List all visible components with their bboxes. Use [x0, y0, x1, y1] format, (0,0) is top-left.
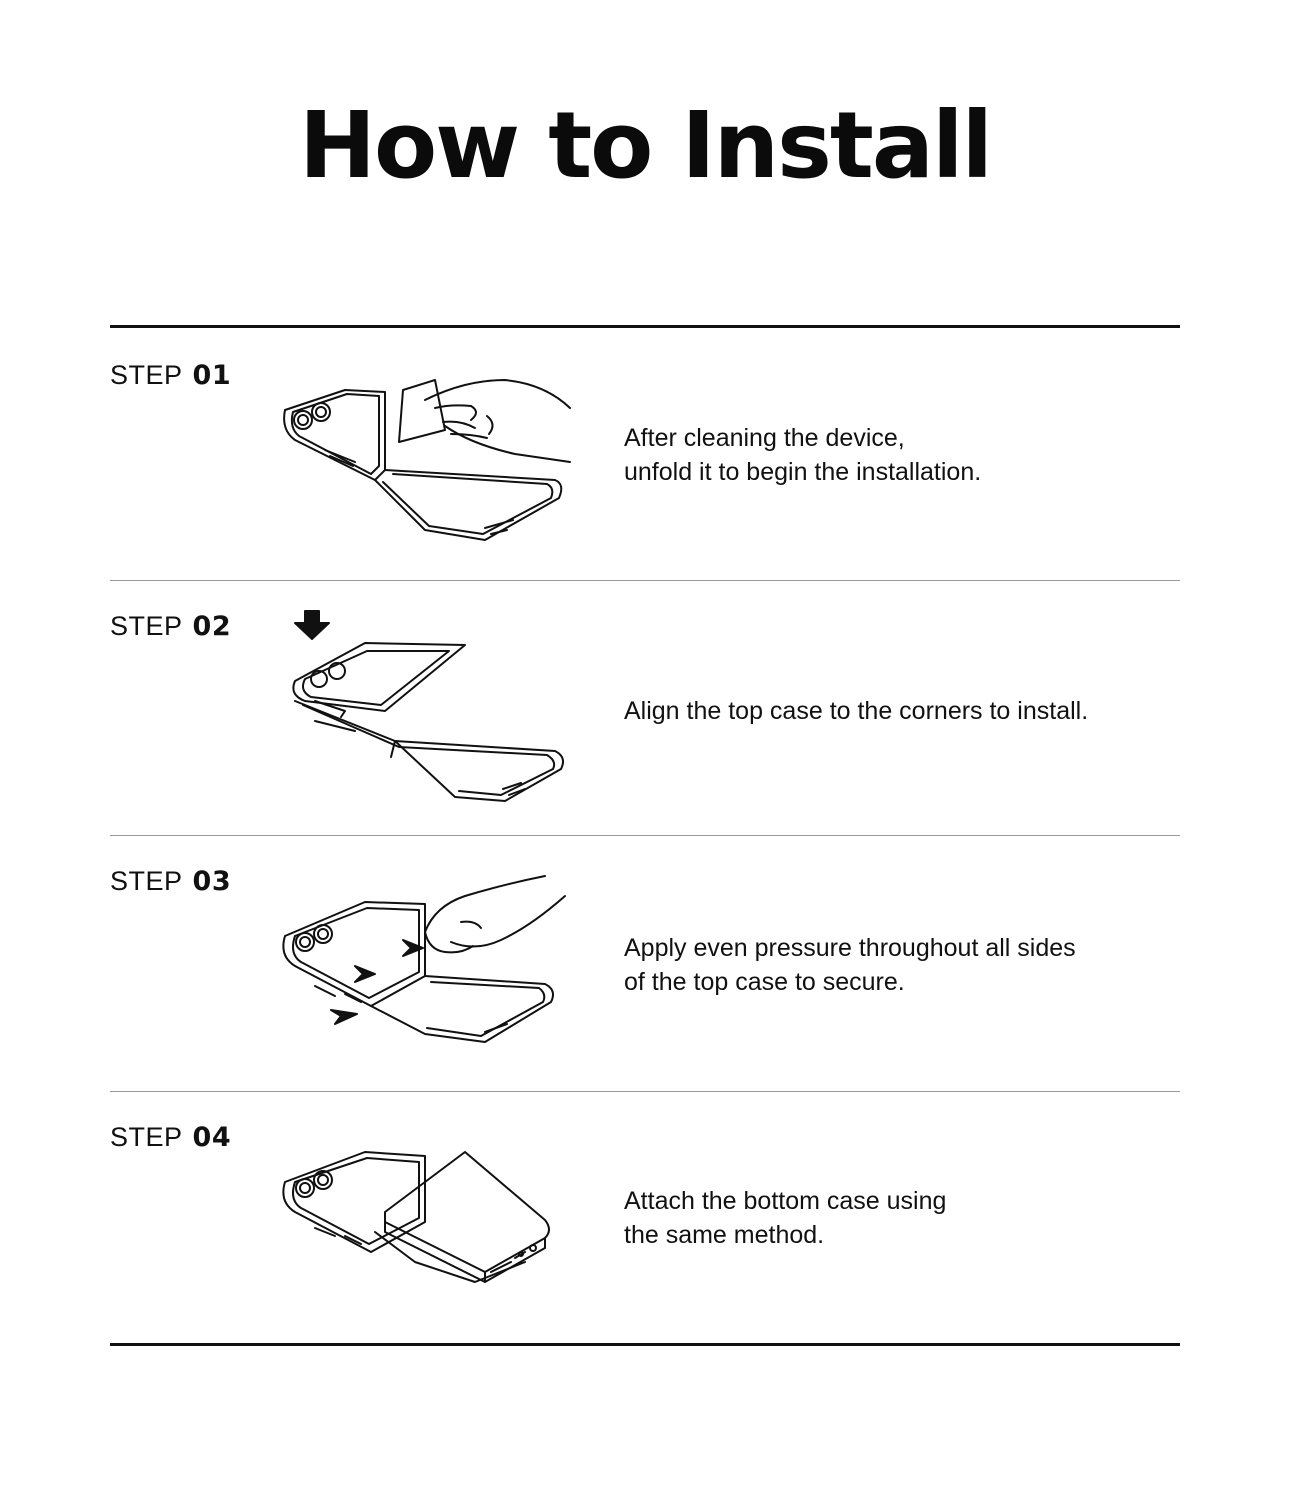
description-line: Align the top case to the corners to install.	[624, 697, 1089, 725]
step-04	[110, 1092, 1180, 1342]
step-label	[110, 360, 231, 391]
step-02	[110, 581, 1180, 831]
description-line: of the top case to secure.	[624, 968, 905, 996]
step-number: 03	[192, 866, 232, 897]
phone-wipe-icon	[275, 350, 575, 560]
description-line: After cleaning the device,	[624, 424, 905, 452]
description-line: the same method.	[624, 1221, 825, 1249]
step-description	[624, 694, 1088, 728]
step-description	[624, 931, 1076, 999]
top-divider	[110, 325, 1180, 328]
step-01	[110, 330, 1180, 580]
page-title: How to Install	[298, 92, 992, 199]
step-number: 04	[192, 1122, 232, 1153]
press-case-icon	[275, 856, 575, 1066]
step-description	[624, 1184, 946, 1252]
step-number: 02	[192, 611, 232, 642]
bottom-divider	[110, 1343, 1180, 1346]
step-number: 01	[192, 360, 232, 391]
step-description	[624, 421, 981, 489]
step-label	[110, 866, 231, 897]
step-word: STEP	[110, 866, 183, 896]
step-label	[110, 611, 231, 642]
step-03	[110, 836, 1180, 1086]
top-case-align-icon	[275, 601, 575, 811]
step-label	[110, 1122, 231, 1153]
description-line: Apply even pressure throughout all sides	[624, 934, 1076, 962]
step-word: STEP	[110, 611, 183, 641]
step-word: STEP	[110, 360, 183, 390]
description-line: Attach the bottom case using	[624, 1187, 947, 1215]
bottom-case-attach-icon	[275, 1112, 575, 1322]
description-line: unfold it to begin the installation.	[624, 458, 982, 486]
step-word: STEP	[110, 1122, 183, 1152]
